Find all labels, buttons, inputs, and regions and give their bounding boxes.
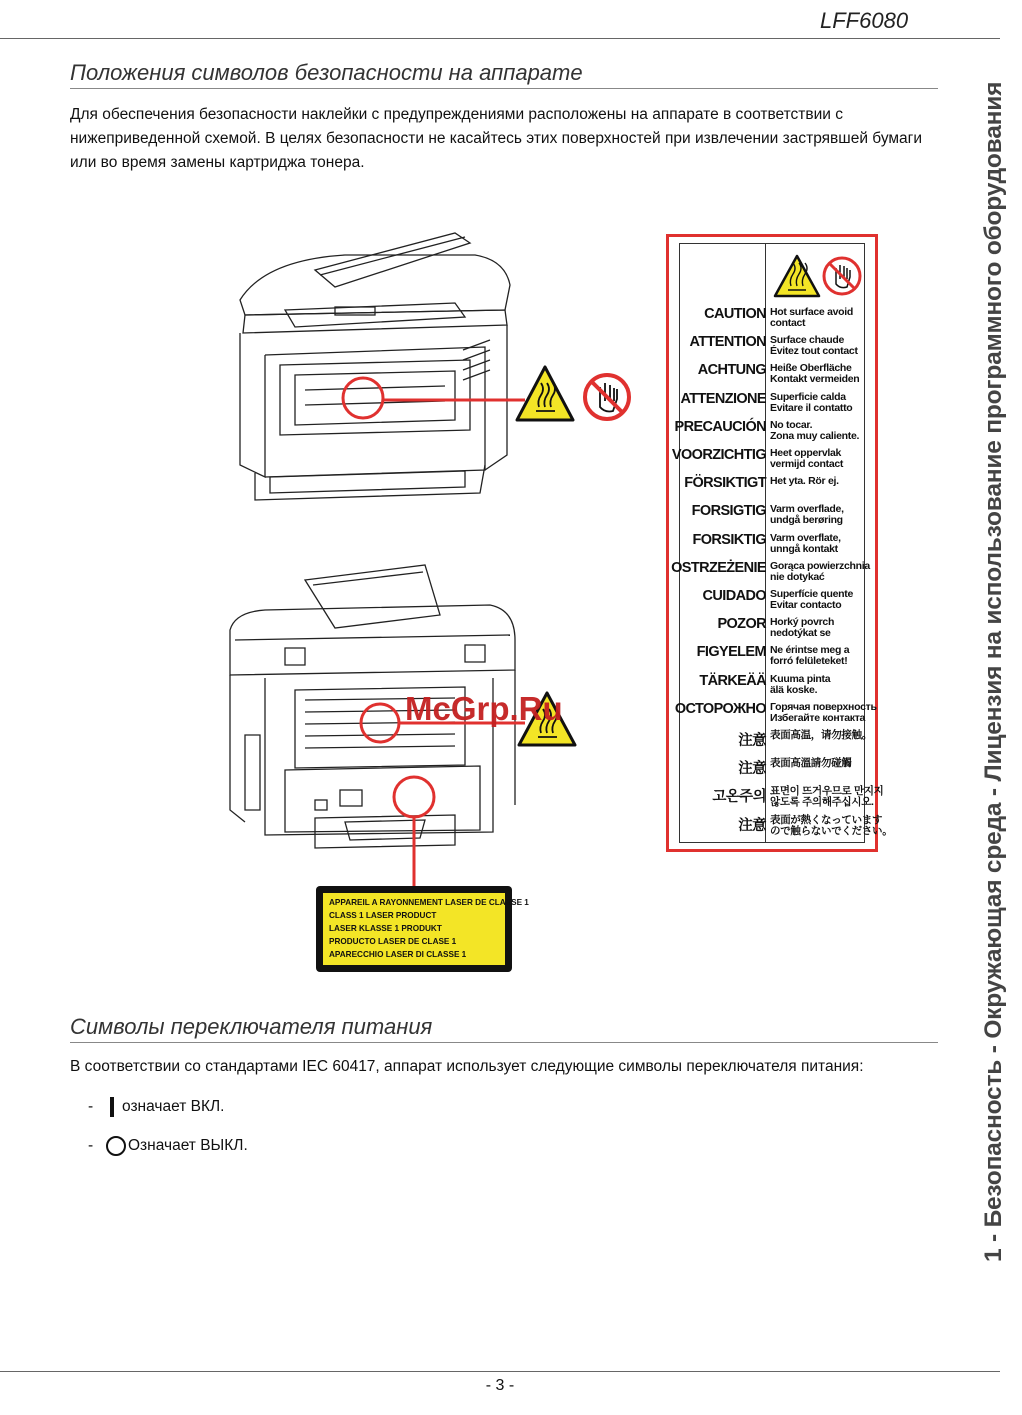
section-rule [70, 1042, 938, 1043]
label-message [770, 363, 859, 385]
label-row [680, 362, 864, 390]
label-message-line: vermijd contact [770, 458, 844, 470]
watermark: McGrp.Ru [405, 690, 563, 727]
label-warning-word: ATTENZIONE [680, 390, 766, 407]
label-message-line: 表面高温，请勿接触。 [770, 729, 872, 741]
header-rule [0, 38, 1000, 39]
label-row [680, 306, 864, 334]
label-message-line: 表面高溫請勿碰觸 [770, 757, 852, 770]
label-message-line: unngå kontakt [770, 542, 838, 555]
label-row [680, 475, 864, 503]
label-message-line: forró felületeket! [770, 655, 848, 668]
label-row [680, 729, 872, 757]
laser-class-label [316, 886, 529, 972]
label-warning-word: FORSIGTIG [691, 503, 766, 520]
printer-front-illustration [225, 215, 675, 515]
label-message-line: No tocar. [770, 418, 813, 431]
power-off-icon [106, 1136, 126, 1156]
label-warning-word: 注意 [738, 761, 766, 778]
label-message-line: Superfície quente [770, 588, 854, 600]
section-title-power-symbols: Символы переключателя питания [70, 1014, 433, 1039]
label-message-line: 표면이 뜨거우므로 만지지 [770, 785, 884, 798]
section-rule [70, 88, 938, 89]
label-row [671, 447, 864, 475]
label-warning-word: FÖRSIKTIGT [684, 475, 766, 492]
power-on-icon [110, 1097, 114, 1117]
chapter-title: 1 - Безопасность - Окружающая среда - Лицензия на использование программного оборудования [980, 81, 1007, 1262]
label-row [680, 532, 864, 560]
label-message-line: Ne érintse meg a [770, 644, 850, 657]
model-name: LFF6080 [820, 8, 909, 33]
label-message [770, 307, 853, 329]
label-row [680, 757, 864, 785]
label-message-line: Surface chaude [770, 334, 844, 347]
laser-line: APPAREIL A RAYONNEMENT LASER DE CLASSE 1 [329, 898, 529, 907]
page-number: - 3 - [485, 1377, 515, 1394]
label-row [674, 418, 864, 447]
label-message-line: nie dotykać [770, 570, 825, 583]
label-message [770, 448, 843, 470]
label-row [680, 391, 864, 419]
label-message [770, 645, 849, 667]
label-message-line: Varm overflade, [770, 503, 844, 516]
label-message-line: Superficie calda [770, 390, 846, 403]
label-message-line: Horký povrch [770, 616, 835, 629]
label-row [680, 503, 864, 531]
label-row [680, 334, 864, 362]
label-message-line: Горячая поверхность [770, 700, 877, 713]
label-message-line: Избегайте контакта [770, 711, 866, 724]
label-row [680, 644, 864, 672]
label-message-line: Varm overflate, [770, 531, 841, 544]
label-row [680, 588, 864, 616]
label-message [770, 589, 853, 611]
label-message [770, 561, 870, 583]
label-message [770, 533, 841, 555]
label-warning-word: ACHTUNG [697, 362, 766, 379]
laser-line: LASER KLASSE 1 PRODUKT [329, 924, 442, 933]
label-warning-word: POZOR [717, 616, 766, 633]
power-paragraph: В соответствии со стандартами IEC 60417, аппарат использует следующие символы переключателя питания: [70, 1058, 864, 1075]
label-message-line: undgå berøring [770, 514, 843, 527]
label-message-line: Heiße Oberfläche [770, 362, 852, 375]
safety-paragraph: Для обеспечения безопасности наклейки с предупреждениями расположены на аппарате в соответствии с нижеприведенной схемой. В целях безопасности не касайтесь этих поверхностей при извлечении застрявшей бумаги или во время замены картриджа тонера. [70, 106, 922, 171]
label-warning-word: ATTENTION [689, 334, 766, 351]
multilingual-caution-label [666, 234, 893, 852]
label-message [770, 674, 830, 696]
label-row [680, 673, 864, 701]
bullet-text: означает ВКЛ. [122, 1098, 225, 1115]
label-warning-word: 注意 [738, 733, 766, 749]
label-warning-word: 고온주의 [712, 789, 766, 806]
laser-line: APARECCHIO LASER DI CLASSE 1 [329, 950, 467, 959]
label-message [770, 815, 892, 837]
bullet-dash: - [88, 1098, 94, 1115]
label-message-line: Évitez tout contact [770, 345, 858, 358]
footer-rule [0, 1371, 1000, 1372]
label-message-line: Hot surface avoid [770, 306, 854, 318]
label-message [770, 335, 858, 357]
bullet-dash: - [88, 1137, 94, 1154]
label-message [770, 420, 859, 442]
label-message [770, 786, 884, 808]
label-message-line: Gorąca powierzchnia [770, 559, 870, 572]
printer-back-illustration [225, 560, 585, 900]
label-warning-word: VOORZICHTIG [671, 447, 766, 463]
label-message [770, 730, 872, 741]
label-message-line: contact [770, 317, 806, 329]
bullet-off [88, 1136, 248, 1156]
label-message-line: Evitar contacto [770, 599, 842, 611]
laser-line: PRODUCTO LASER DE CLASE 1 [329, 937, 457, 946]
label-message [770, 758, 852, 769]
label-message [770, 702, 877, 724]
label-warning-word: PRECAUCIÓN [674, 418, 766, 435]
label-message-line: 않도록 주의해주십시오. [770, 796, 874, 809]
label-row [680, 785, 884, 813]
bullet-on [88, 1097, 224, 1117]
label-row [671, 559, 870, 588]
label-message-line: Het yta. Rör ej. [770, 475, 839, 488]
label-icons [772, 252, 862, 302]
label-warning-word: OSTRZEŻENIE [671, 559, 766, 576]
label-message-line: Kontakt vermeiden [770, 373, 860, 386]
label-warning-word: 注意 [738, 817, 766, 834]
chapter-sidebar [938, 60, 1007, 1290]
bullet-text: Означает ВЫКЛ. [128, 1137, 248, 1154]
label-message [770, 392, 852, 414]
label-message-line: älä koske. [770, 683, 818, 696]
label-message-line: Kuuma pinta [770, 672, 831, 685]
laser-line: CLASS 1 LASER PRODUCT [329, 911, 437, 920]
label-message [770, 617, 834, 639]
label-message-line: Heet oppervlak [770, 447, 842, 459]
label-message [770, 504, 844, 526]
label-message-line: ので触らないでください。 [770, 824, 893, 837]
label-row [674, 700, 877, 729]
label-warning-word: ОСТОРОЖНО [674, 700, 766, 717]
label-message-line: Zona muy caliente. [770, 429, 860, 442]
label-warning-word: FIGYELEM [696, 644, 766, 661]
label-row [680, 616, 864, 644]
section-title-safety-symbols: Положения символов безопасности на аппарате [70, 60, 583, 85]
label-message [770, 476, 839, 487]
label-warning-word: CAUTION [704, 306, 766, 322]
label-warning-word: TÄRKEÄÄ [699, 672, 766, 689]
label-row [680, 813, 893, 842]
label-message-line: 表面が熱くなっています [770, 813, 883, 826]
label-warning-word: CUIDADO [702, 588, 766, 604]
label-message-line: Evitare il contatto [770, 401, 853, 414]
label-warning-word: FORSIKTIG [692, 531, 766, 548]
label-message-line: nedotýkat se [770, 627, 831, 640]
